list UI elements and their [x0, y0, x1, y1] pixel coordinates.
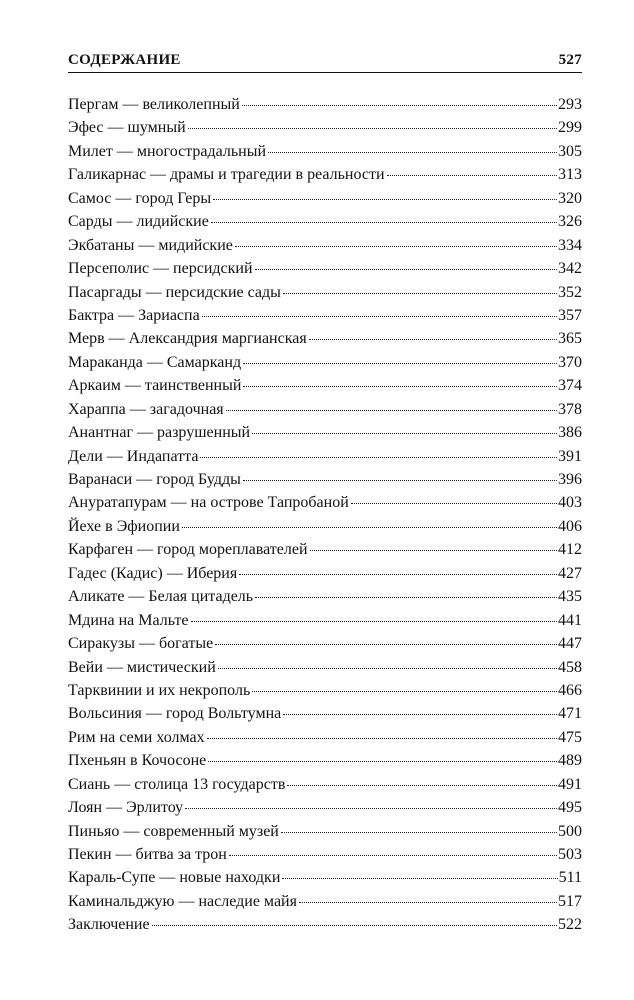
toc-entry[interactable] — [68, 798, 582, 821]
dot-leader — [200, 457, 557, 458]
toc-entry-page-number: 305 — [558, 142, 582, 160]
toc-entry-title: Сиракузы — богатые — [68, 635, 214, 653]
toc-entry[interactable] — [68, 353, 582, 376]
toc-entry[interactable] — [68, 868, 582, 891]
dot-leader — [215, 644, 557, 645]
toc-entry[interactable] — [68, 423, 582, 446]
toc-entry-title: Сиань — столица 13 государств — [68, 775, 286, 793]
toc-entry[interactable] — [68, 564, 582, 587]
page-number: 527 — [558, 52, 582, 68]
dot-leader — [281, 832, 557, 833]
toc-entry-title: Бактра — Зариаспа — [68, 306, 200, 324]
toc-entry[interactable] — [68, 681, 582, 704]
toc-entry[interactable] — [68, 283, 582, 306]
toc-entry[interactable] — [68, 165, 582, 188]
dot-leader — [299, 902, 557, 903]
toc-entry[interactable] — [68, 400, 582, 423]
toc-entry-title: Йехе в Эфиопии — [68, 517, 180, 535]
dot-leader — [211, 222, 557, 223]
dot-leader — [309, 339, 557, 340]
dot-leader — [268, 152, 557, 153]
toc-entry-title: Мерв — Александрия маргианская — [68, 330, 307, 348]
toc-entry-title: Милет — многострадальный — [68, 142, 267, 160]
toc-entry[interactable] — [68, 236, 582, 259]
dot-leader — [282, 878, 557, 879]
toc-entry-page-number: 396 — [558, 471, 582, 488]
dot-leader — [218, 668, 557, 669]
toc-entry[interactable] — [68, 470, 582, 493]
toc-entry[interactable] — [68, 376, 582, 399]
dot-leader — [252, 691, 557, 692]
dot-leader — [255, 269, 557, 270]
toc-entry[interactable] — [68, 95, 582, 118]
dot-leader — [287, 785, 557, 786]
dot-leader — [283, 293, 557, 294]
dot-leader — [243, 363, 557, 364]
toc-entry-title: Мдина на Мальте — [68, 611, 189, 629]
toc-entry-page-number: 406 — [558, 517, 582, 535]
toc-entry-title: Тарквинии и их некрополь — [68, 681, 251, 699]
running-header-title: СОДЕРЖАНИЕ — [68, 52, 181, 68]
toc-entry-page-number: 427 — [558, 564, 582, 582]
toc-entry[interactable] — [68, 728, 582, 751]
toc-entry-title: Варанаси — город Будды — [68, 471, 241, 488]
toc-entry-title: Аликате — Белая цитадель — [68, 588, 254, 606]
dot-leader — [283, 714, 557, 715]
dot-leader — [239, 574, 557, 575]
toc-entry[interactable] — [68, 540, 582, 563]
toc-entry-title: Заключение — [68, 916, 150, 934]
dot-leader — [351, 503, 557, 504]
toc-entry[interactable] — [68, 142, 582, 165]
toc-entry[interactable] — [68, 587, 582, 610]
dot-leader — [213, 199, 557, 200]
toc-entry[interactable] — [68, 517, 582, 540]
toc-entry-title: Пхеньян в Кочосоне — [68, 752, 207, 770]
toc-entry-page-number: 503 — [558, 846, 582, 863]
toc-entry-page-number: 320 — [558, 189, 582, 207]
toc-entry-title: Анантнаг — разрушенный — [68, 424, 251, 442]
toc-entry-title: Дели — Индапатта — [68, 447, 199, 465]
toc-entry-title: Вейи — мистический — [68, 658, 216, 676]
toc-entry-page-number: 391 — [558, 447, 582, 465]
toc-entry[interactable] — [68, 751, 582, 774]
toc-entry[interactable] — [68, 212, 582, 235]
toc-entry-page-number: 386 — [558, 424, 582, 442]
toc-entry-page-number: 475 — [558, 728, 582, 746]
toc-entry-page-number: 378 — [558, 400, 582, 418]
toc-entry[interactable] — [68, 118, 582, 141]
toc-entry-title: Лоян — Эрлитоу — [68, 799, 184, 817]
dot-leader — [252, 433, 557, 434]
dot-leader — [202, 316, 557, 317]
toc-entry-title: Аркаим — таинственный — [68, 377, 242, 395]
toc-entry-page-number: 352 — [558, 283, 582, 301]
dot-leader — [185, 808, 557, 809]
toc-entry[interactable] — [68, 775, 582, 798]
dot-leader — [191, 621, 558, 622]
dot-leader — [387, 175, 557, 176]
toc-entry-title: Хараппа — загадочная — [68, 400, 224, 418]
toc-entry-page-number: 357 — [558, 306, 582, 324]
running-header — [68, 52, 582, 74]
toc-entry[interactable] — [68, 845, 582, 868]
toc-entry-title: Рим на семи холмах — [68, 728, 205, 746]
toc-entry[interactable] — [68, 892, 582, 915]
toc-entry-title: Персеполис — персидский — [68, 260, 253, 278]
toc-entry[interactable] — [68, 822, 582, 845]
toc-entry-title: Гадес (Кадис) — Иберия — [68, 564, 238, 582]
toc-entry-page-number: 458 — [558, 658, 582, 676]
dot-leader — [208, 761, 557, 762]
toc-entry-page-number: 435 — [558, 588, 582, 606]
toc-entry-page-number: 447 — [558, 635, 582, 653]
toc-entry-title: Карфаген — город мореплавателей — [68, 541, 308, 559]
dot-leader — [226, 410, 557, 411]
toc-entry-page-number: 511 — [558, 869, 582, 887]
dot-leader — [242, 105, 557, 106]
toc-entry-title: Вольсиния — город Вольтумна — [68, 705, 282, 723]
toc-entry-page-number: 334 — [558, 236, 582, 254]
toc-entry-page-number: 299 — [558, 119, 582, 137]
toc-entry[interactable] — [68, 704, 582, 727]
toc-entry-title: Пекин — битва за трон — [68, 846, 227, 863]
toc-entry-title: Галикарнас — драмы и трагедии в реальности — [68, 166, 385, 184]
dot-leader — [182, 527, 557, 528]
toc-entry-page-number: 326 — [558, 213, 582, 231]
toc-entry-page-number: 495 — [558, 799, 582, 817]
toc-entry-page-number: 412 — [558, 541, 582, 559]
toc-entry[interactable] — [68, 447, 582, 470]
toc-entry-page-number: 403 — [558, 494, 582, 512]
toc-entry-page-number: 313 — [558, 166, 582, 184]
dot-leader — [243, 386, 557, 387]
table-of-contents — [68, 95, 582, 939]
toc-entry[interactable] — [68, 493, 582, 516]
toc-entry-title: Ануратапурам — на острове Тапробаной — [68, 494, 349, 512]
toc-entry[interactable] — [68, 611, 582, 634]
toc-entry-page-number: 466 — [558, 681, 582, 699]
toc-entry[interactable] — [68, 189, 582, 212]
toc-entry-title: Эфес — шумный — [68, 119, 186, 137]
toc-entry-page-number: 293 — [558, 96, 582, 113]
toc-entry[interactable] — [68, 915, 582, 938]
toc-entry-title: Экбатаны — мидийские — [68, 236, 233, 254]
toc-entry-page-number: 471 — [558, 705, 582, 723]
toc-entry-title: Караль-Супе — новые находки — [68, 869, 281, 887]
toc-entry-title: Пиньяо — современный музей — [68, 822, 279, 840]
toc-entry-page-number: 365 — [558, 330, 582, 348]
dot-leader — [255, 597, 557, 598]
header-rule — [68, 72, 582, 73]
toc-entry[interactable] — [68, 259, 582, 282]
dot-leader — [207, 738, 557, 739]
toc-entry-page-number: 522 — [558, 916, 582, 934]
toc-entry-title: Мараканда — Самарканд — [68, 353, 242, 371]
dot-leader — [152, 925, 557, 926]
toc-entry-page-number: 517 — [558, 892, 582, 910]
dot-leader — [310, 550, 557, 551]
toc-entry[interactable] — [68, 306, 582, 329]
toc-entry-title: Пергам — великолепный — [68, 96, 240, 113]
dot-leader — [229, 855, 557, 856]
toc-entry-page-number: 441 — [558, 611, 582, 629]
toc-entry-page-number: 342 — [558, 260, 582, 278]
toc-entry-page-number: 500 — [558, 822, 582, 840]
dot-leader — [188, 128, 557, 129]
toc-entry[interactable] — [68, 658, 582, 681]
toc-entry-title: Сарды — лидийские — [68, 213, 209, 231]
toc-entry[interactable] — [68, 634, 582, 657]
toc-entry-page-number: 489 — [558, 752, 582, 770]
toc-entry-page-number: 370 — [558, 353, 582, 371]
toc-entry-page-number: 491 — [558, 775, 582, 793]
dot-leader — [243, 480, 557, 481]
toc-entry-title: Каминальджую — наследие майя — [68, 892, 297, 910]
toc-entry[interactable] — [68, 329, 582, 352]
toc-entry-title: Пасаргады — персидские сады — [68, 283, 281, 301]
toc-entry-page-number: 374 — [558, 377, 582, 395]
toc-entry-title: Самос — город Геры — [68, 189, 212, 207]
dot-leader — [235, 246, 557, 247]
